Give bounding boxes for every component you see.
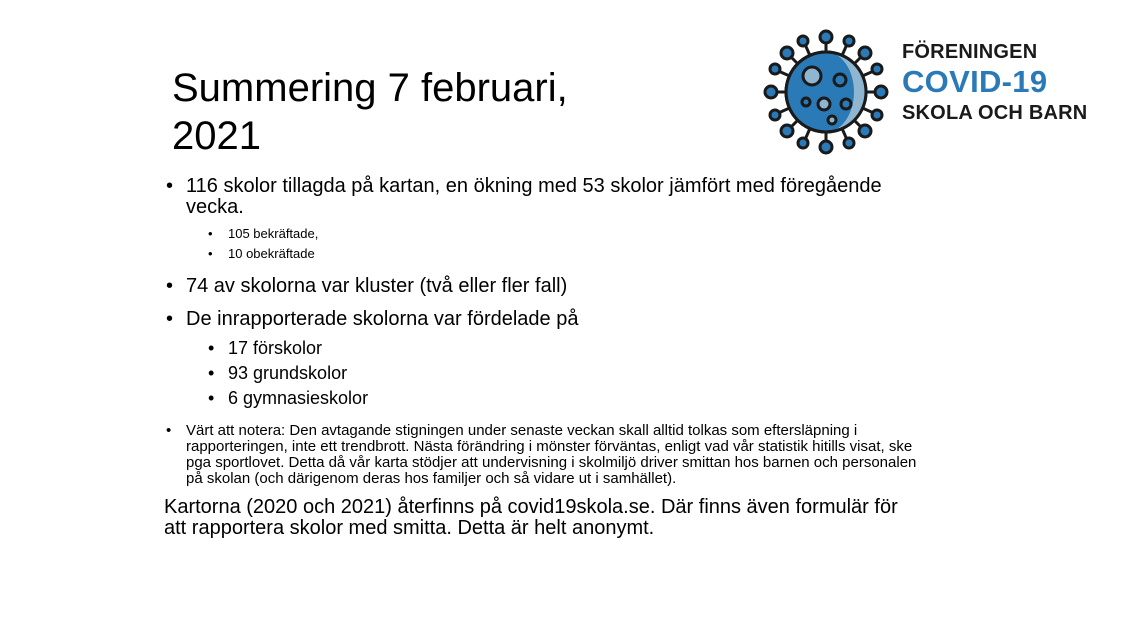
sub-bullet-unconfirmed-text: 10 obekräftade: [228, 246, 315, 261]
sub-bullet-confirmed-text: 105 bekräftade,: [228, 226, 319, 241]
sub-bullet-preschools-text: 17 förskolor: [228, 338, 323, 358]
bullet-clusters: [164, 276, 924, 297]
virus-icon: [762, 28, 890, 156]
sub-bullet-unconfirmed: [206, 244, 924, 264]
bullet-note: [164, 423, 924, 487]
sub-bullet-upper-secondary: [206, 386, 924, 411]
slide-title-line1: Summering 7 februari,: [172, 66, 568, 110]
bullet-list: [164, 176, 924, 487]
footer-text: Kartorna (2020 och 2021) återfinns på covid19skola.se. Där finns även formulär för att rapportera skolor med smitta. Detta är helt anonymt.: [164, 496, 898, 539]
association-logo: [762, 28, 1122, 156]
bullet-schools-added-text: 116 skolor tillagda på kartan, en ökning med 53 skolor jämfört med föregående vecka.: [186, 175, 882, 218]
bullet-distribution-text: De inrapporterade skolorna var fördelade på: [186, 308, 579, 330]
logo-text: [902, 42, 1087, 123]
slide-body: [164, 176, 924, 559]
sub-bullet-primary-schools: [206, 361, 924, 386]
logo-line-covid: COVID-19: [902, 64, 1048, 99]
slide-title: [172, 64, 732, 160]
bullet-schools-added: [164, 176, 924, 218]
sub-bullet-confirmed: [206, 224, 924, 244]
bullet-note-text: Värt att notera: Den avtagande stigningen under senaste veckan skall alltid tolkas som eftersläpning i rapporteringen, inte ett trendbrott. Nästa förändring i mönster förväntas, enligt vad vår statistik hitills visat, ske pga sportlovet. Detta då vår karta stödjer att undervisning i skolmiljö driver smittan hos barnen och personalen på skolan (och därigenom deras hos familjer och så vidare ut i samhället).: [186, 422, 917, 487]
logo-line-skola: SKOLA OCH BARN: [902, 102, 1088, 124]
bullet-clusters-text: 74 av skolorna var kluster (två eller fler fall): [186, 275, 568, 297]
sub-bullet-primary-schools-text: 93 grundskolor: [228, 363, 348, 383]
slide-title-line2: 2021: [172, 114, 261, 158]
bullet-distribution: [164, 309, 924, 330]
sub-bullet-upper-secondary-text: 6 gymnasieskolor: [228, 388, 369, 408]
sub-bullet-preschools: [206, 336, 924, 361]
logo-line-foreningen: FÖRENINGEN: [902, 41, 1038, 63]
